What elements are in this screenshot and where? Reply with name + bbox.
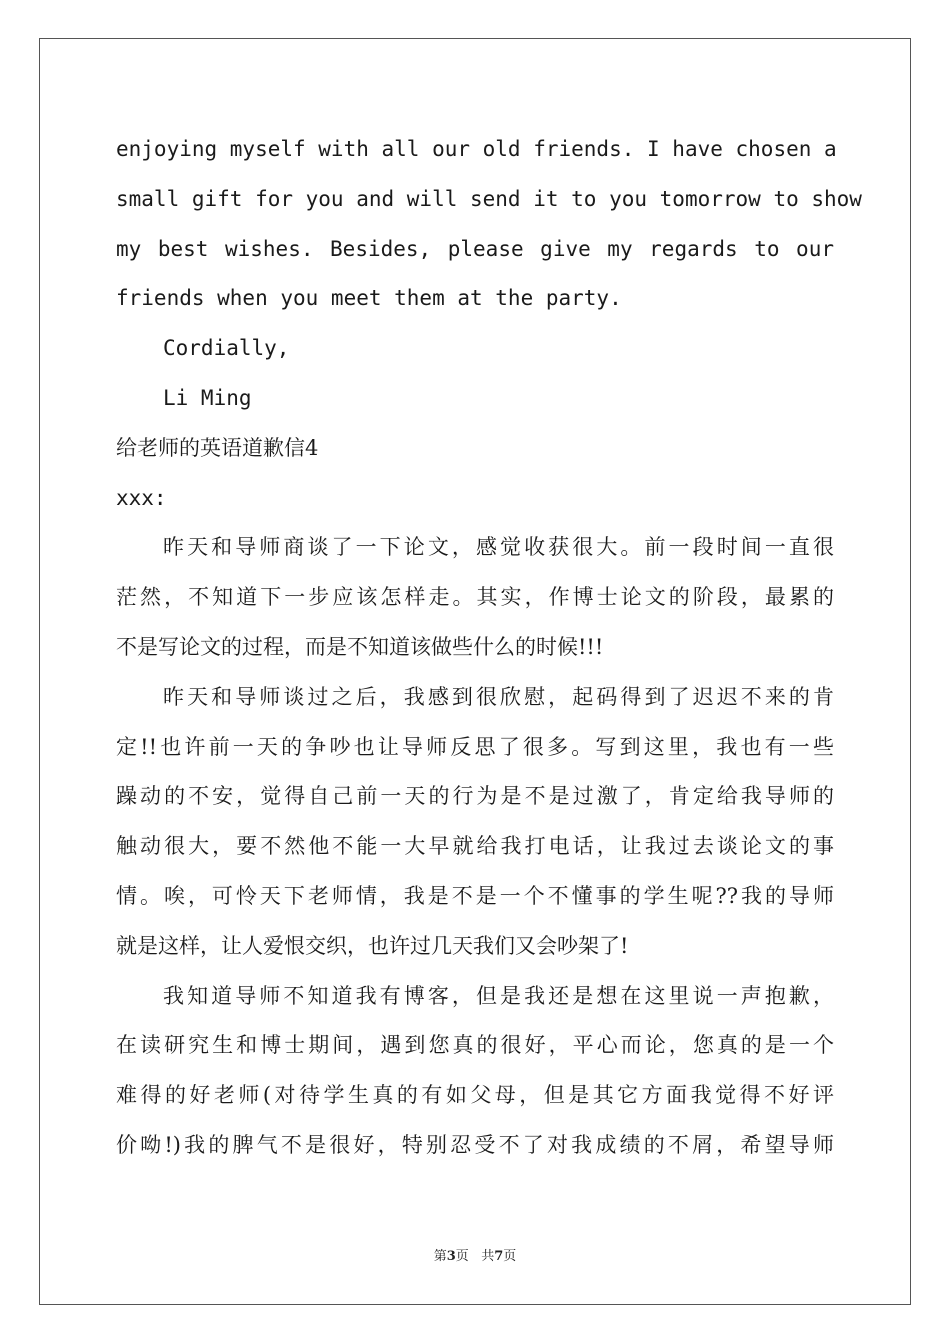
total-pages-number: 7	[494, 1249, 504, 1264]
paragraph-line: 我知道导师不知道我有博客，但是我还是想在这里说一声抱歉，	[163, 983, 834, 1008]
paragraph-line: 情。唉，可怜天下老师情，我是不是一个不懂事的学生呢??我的导师	[116, 883, 834, 908]
letter-line: small gift for you and will send it to you tomorrow to show	[116, 186, 862, 211]
paragraph-line: 就是这样，让人爱恨交织，也许过几天我们又会吵架了!	[116, 933, 629, 958]
footer-page-suffix: 页	[455, 1249, 469, 1264]
paragraph-line: 难得的好老师(对待学生真的有如父母，但是其它方面我觉得不好评	[116, 1083, 834, 1108]
document-body	[116, 125, 862, 1171]
letter-line: enjoying myself with all our old friends. I have chosen a	[116, 137, 837, 161]
paragraph-line: 不是写论文的过程，而是不知道该做些什么的时候!!!	[116, 634, 604, 659]
paragraph-line: 在读研究生和博士期间，遇到您真的很好，平心而论，您真的是一个	[116, 1033, 834, 1058]
letter-line: friends when you meet them at the party.	[116, 286, 622, 311]
letter-closing: Cordially,	[163, 336, 290, 361]
footer-total-suffix: 页	[503, 1249, 517, 1264]
current-page-number: 3	[446, 1249, 456, 1264]
footer-total-prefix: 共	[481, 1249, 495, 1264]
footer-prefix: 第	[433, 1249, 447, 1264]
section-title: 给老师的英语道歉信4	[116, 435, 319, 460]
paragraph-line: 躁动的不安，觉得自己前一天的行为是不是过激了，肯定给我导师的	[116, 784, 834, 809]
paragraph-line: 昨天和导师谈过之后，我感到很欣慰，起码得到了迟迟不来的肯	[163, 684, 834, 709]
page-footer	[0, 1245, 950, 1264]
paragraph-line: 昨天和导师商谈了一下论文，感觉收获很大。前一段时间一直很	[163, 535, 834, 560]
letter-signature: Li Ming	[163, 385, 252, 410]
paragraph-line: 价呦!)我的脾气不是很好，特别忍受不了对我成绩的不屑，希望导师	[116, 1132, 834, 1157]
paragraph-line: 触动很大，要不然他不能一大早就给我打电话，让我过去谈论文的事	[116, 834, 834, 859]
paragraph-line: 定!!也许前一天的争吵也让导师反思了很多。写到这里，我也有一些	[116, 734, 834, 759]
paragraph-line: 茫然，不知道下一步应该怎样走。其实，作博士论文的阶段，最累的	[116, 585, 834, 610]
letter-line: my best wishes. Besides, please give my regards to our	[116, 236, 834, 261]
salutation: xxx:	[116, 485, 167, 510]
